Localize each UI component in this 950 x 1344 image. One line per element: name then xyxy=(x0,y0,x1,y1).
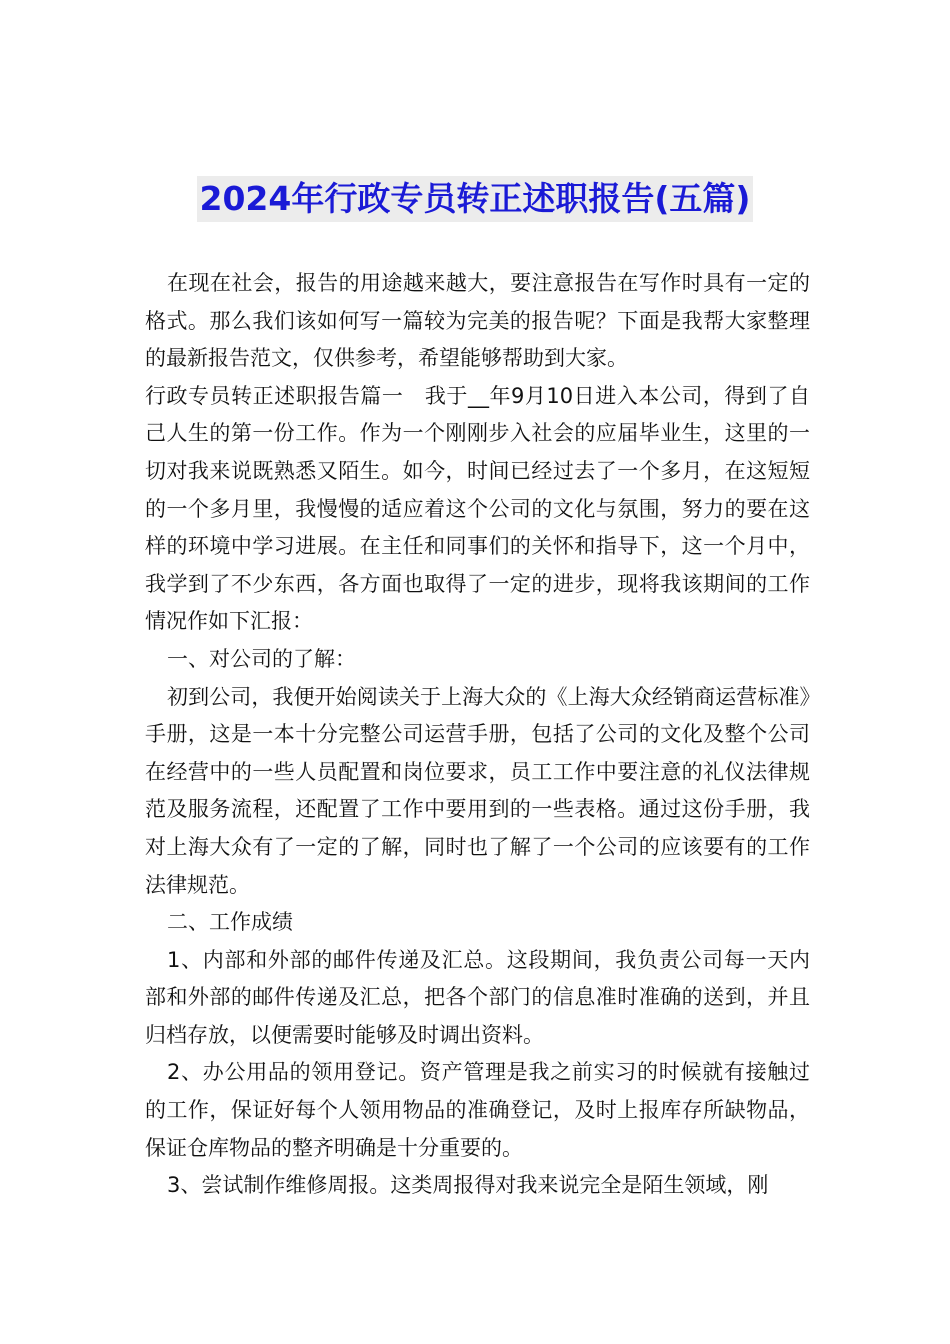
document-title: 2024年行政专员转正述职报告(五篇) xyxy=(197,176,752,222)
intro-paragraph: 在现在社会，报告的用途越来越大，要注意报告在写作时具有一定的格式。那么我们该如何写一篇较为完美的报告呢？下面是我帮大家整理的最新报告范文，仅供参考，希望能够帮助到大家。 xyxy=(145,271,810,371)
document-body xyxy=(145,265,810,1205)
work-item-1: 1、内部和外部的邮件传递及汇总。这段期间，我负责公司每一天内部和外部的邮件传递及汇总，把各个部门的信息准时准确的送到，并且归档存放，以便需要时能够及时调出资料。 xyxy=(145,947,810,1047)
heading-work-results: 二、工作成绩 xyxy=(167,910,293,935)
work-item-3: 3、尝试制作维修周报。这类周报得对我来说完全是陌生领域，刚 xyxy=(167,1173,769,1198)
heading-company-understanding: 一、对公司的了解： xyxy=(167,646,356,671)
section-one-paragraph: 行政专员转正述职报告篇一 我于__年9月10日进入本公司，得到了自己人生的第一份工作。作为一个刚刚步入社会的应届毕业生，这里的一切对我来说既熟悉又陌生。如今，时间已经过去了一个多月，在这短短的一个多月里，我慢慢的适应着这个公司的文化与氛围，努力的要在这样的环境中学习进展。在主任和同事们的关怀和指导下，这一个月中，我学到了不少东西，各方面也取得了一定的进步，现将我该期间的工作情况作如下汇报： xyxy=(145,383,810,634)
company-understanding-paragraph: 初到公司，我便开始阅读关于上海大众的《上海大众经销商运营标准》手册，这是一本十分完整公司运营手册，包括了公司的文化及整个公司在经营中的一些人员配置和岗位要求，员工工作中要注意的礼仪法律规范及服务流程，还配置了工作中要用到的一些表格。通过这份手册，我对上海大众有了一定的了解，同时也了解了一个公司的应该要有的工作法律规范。 xyxy=(145,684,810,897)
work-item-2: 2、办公用品的领用登记。资产管理是我之前实习的时候就有接触过的工作，保证好每个人领用物品的准确登记，及时上报库存所缺物品，保证仓库物品的整齐明确是十分重要的。 xyxy=(145,1060,810,1160)
title-container xyxy=(0,176,950,222)
